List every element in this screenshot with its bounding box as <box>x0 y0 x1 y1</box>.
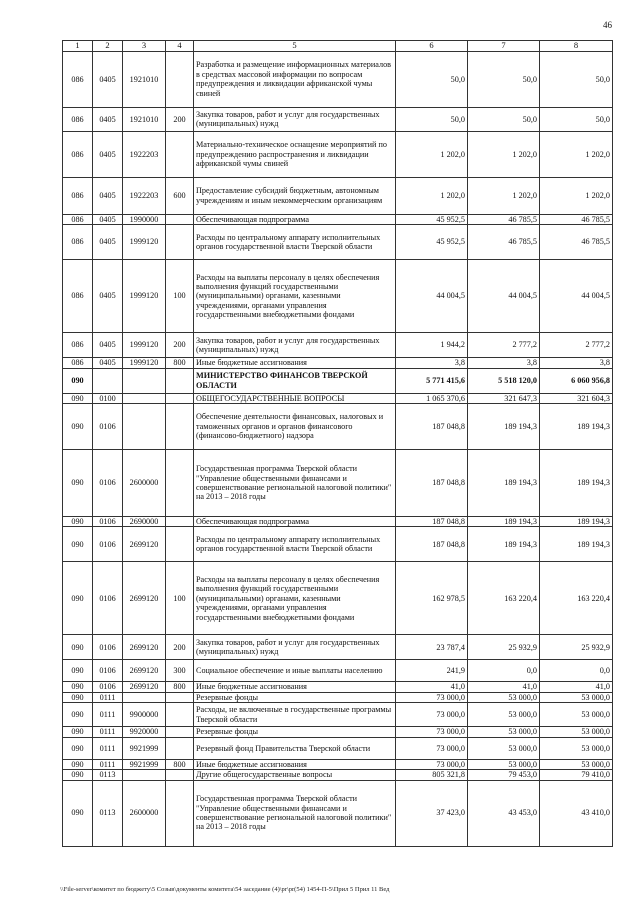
amount-cell: 43 453,0 <box>468 780 540 846</box>
amount-cell: 73 000,0 <box>396 703 468 727</box>
amount-cell: 805 321,8 <box>396 770 468 780</box>
target-article-cell: 1921010 <box>123 51 166 107</box>
expense-type-cell: 200 <box>166 635 194 660</box>
expense-type-cell <box>166 404 194 450</box>
amount-cell: 189 194,3 <box>468 517 540 527</box>
code-cell: 090 <box>63 692 93 702</box>
section-cell: 0113 <box>93 770 123 780</box>
code-cell: 090 <box>63 770 93 780</box>
page-number: 46 <box>603 20 612 30</box>
section-cell: 0405 <box>93 358 123 368</box>
amount-cell: 45 952,5 <box>396 214 468 224</box>
target-article-cell <box>123 692 166 702</box>
code-cell: 090 <box>63 450 93 517</box>
amount-cell: 37 423,0 <box>396 780 468 846</box>
amount-cell: 23 787,4 <box>396 635 468 660</box>
amount-cell: 46 785,5 <box>540 214 613 224</box>
table-row <box>63 527 613 562</box>
header-cell: 4 <box>166 41 194 52</box>
expense-type-cell: 200 <box>166 107 194 131</box>
amount-cell: 50,0 <box>468 107 540 131</box>
section-cell: 0405 <box>93 214 123 224</box>
amount-cell: 73 000,0 <box>396 759 468 769</box>
table-row <box>63 131 613 177</box>
code-cell: 090 <box>63 660 93 682</box>
amount-cell: 79 453,0 <box>468 770 540 780</box>
name-cell: Расходы на выплаты персоналу в целях обеспечения выполнения функций государственными (муниципальными) органами, казенными учреждениями, органами управления государственными внебюджетными фондами <box>194 562 396 635</box>
target-article-cell: 2699120 <box>123 562 166 635</box>
amount-cell: 44 004,5 <box>396 260 468 333</box>
amount-cell: 189 194,3 <box>540 404 613 450</box>
amount-cell: 46 785,5 <box>540 225 613 260</box>
name-cell: ОБЩЕГОСУДАРСТВЕННЫЕ ВОПРОСЫ <box>194 393 396 403</box>
expense-type-cell: 600 <box>166 177 194 214</box>
section-cell: 0111 <box>93 737 123 759</box>
amount-cell: 321 604,3 <box>540 393 613 403</box>
amount-cell: 41,0 <box>396 682 468 692</box>
code-cell: 090 <box>63 635 93 660</box>
amount-cell: 73 000,0 <box>396 692 468 702</box>
amount-cell: 53 000,0 <box>540 703 613 727</box>
code-cell: 090 <box>63 780 93 846</box>
code-cell: 090 <box>63 737 93 759</box>
section-cell: 0405 <box>93 107 123 131</box>
name-cell: Закупка товаров, работ и услуг для государственных (муниципальных) нужд <box>194 107 396 131</box>
table-row <box>63 770 613 780</box>
section-cell: 0106 <box>93 562 123 635</box>
table-row <box>63 368 613 393</box>
name-cell: Другие общегосударственные вопросы <box>194 770 396 780</box>
amount-cell: 53 000,0 <box>468 692 540 702</box>
amount-cell: 187 048,8 <box>396 517 468 527</box>
name-cell: Иные бюджетные ассигнования <box>194 682 396 692</box>
header-cell: 5 <box>194 41 396 52</box>
code-cell: 090 <box>63 682 93 692</box>
code-cell: 086 <box>63 225 93 260</box>
table-row <box>63 780 613 846</box>
target-article-cell: 2699120 <box>123 527 166 562</box>
amount-cell: 189 194,3 <box>468 404 540 450</box>
section-cell: 0106 <box>93 527 123 562</box>
expense-type-cell: 300 <box>166 660 194 682</box>
amount-cell: 1 202,0 <box>396 177 468 214</box>
amount-cell: 53 000,0 <box>540 737 613 759</box>
header-cell: 7 <box>468 41 540 52</box>
amount-cell: 2 777,2 <box>540 333 613 358</box>
amount-cell: 1 202,0 <box>540 131 613 177</box>
table-row <box>63 177 613 214</box>
name-cell: Резервные фонды <box>194 727 396 737</box>
expense-type-cell <box>166 368 194 393</box>
code-cell: 090 <box>63 527 93 562</box>
table-row <box>63 107 613 131</box>
section-cell: 0111 <box>93 703 123 727</box>
amount-cell: 44 004,5 <box>468 260 540 333</box>
section-cell: 0106 <box>93 404 123 450</box>
code-cell: 086 <box>63 260 93 333</box>
table-body <box>63 41 613 847</box>
target-article-cell: 1999120 <box>123 260 166 333</box>
expense-type-cell <box>166 727 194 737</box>
code-cell: 086 <box>63 131 93 177</box>
code-cell: 090 <box>63 727 93 737</box>
table-row <box>63 660 613 682</box>
name-cell: Обеспечивающая подпрограмма <box>194 214 396 224</box>
target-article-cell: 9921999 <box>123 737 166 759</box>
section-cell: 0106 <box>93 450 123 517</box>
table-row <box>63 51 613 107</box>
header-cell: 1 <box>63 41 93 52</box>
table-row <box>63 225 613 260</box>
amount-cell: 53 000,0 <box>468 737 540 759</box>
section-cell: 0405 <box>93 51 123 107</box>
amount-cell: 41,0 <box>540 682 613 692</box>
name-cell: Социальное обеспечение и иные выплаты населению <box>194 660 396 682</box>
name-cell: Резервный фонд Правительства Тверской области <box>194 737 396 759</box>
table-row <box>63 562 613 635</box>
expense-type-cell <box>166 780 194 846</box>
amount-cell: 6 060 956,8 <box>540 368 613 393</box>
code-cell: 090 <box>63 404 93 450</box>
code-cell: 086 <box>63 177 93 214</box>
code-cell: 090 <box>63 562 93 635</box>
amount-cell: 163 220,4 <box>468 562 540 635</box>
target-article-cell: 2699120 <box>123 635 166 660</box>
expense-type-cell <box>166 770 194 780</box>
amount-cell: 79 410,0 <box>540 770 613 780</box>
section-cell: 0111 <box>93 692 123 702</box>
amount-cell: 1 202,0 <box>540 177 613 214</box>
section-cell: 0106 <box>93 517 123 527</box>
section-cell: 0405 <box>93 333 123 358</box>
amount-cell: 3,8 <box>396 358 468 368</box>
section-cell: 0106 <box>93 682 123 692</box>
amount-cell: 1 944,2 <box>396 333 468 358</box>
target-article-cell: 2690000 <box>123 517 166 527</box>
name-cell: Государственная программа Тверской области "Управление общественными финансами и совершенствование региональной налоговой политики" на 2013 – 2018 годы <box>194 780 396 846</box>
target-article-cell: 1921010 <box>123 107 166 131</box>
section-cell: 0405 <box>93 177 123 214</box>
amount-cell: 3,8 <box>468 358 540 368</box>
amount-cell: 0,0 <box>468 660 540 682</box>
name-cell: Разработка и размещение информационных материалов в средствах массовой информации по вопросам предупреждения и ликвидации африканской чумы свиней <box>194 51 396 107</box>
table-row <box>63 214 613 224</box>
amount-cell: 53 000,0 <box>468 759 540 769</box>
expense-type-cell: 800 <box>166 759 194 769</box>
name-cell: Предоставление субсидий бюджетным, автономным учреждениям и иным некоммерческим организациям <box>194 177 396 214</box>
expense-type-cell <box>166 225 194 260</box>
target-article-cell: 1999120 <box>123 225 166 260</box>
target-article-cell: 9920000 <box>123 727 166 737</box>
name-cell: Расходы по центральному аппарату исполнительных органов государственной власти Тверской области <box>194 527 396 562</box>
target-article-cell <box>123 393 166 403</box>
expense-type-cell <box>166 737 194 759</box>
code-cell: 086 <box>63 333 93 358</box>
table-row <box>63 358 613 368</box>
amount-cell: 5 771 415,6 <box>396 368 468 393</box>
header-row <box>63 41 613 52</box>
target-article-cell: 1999120 <box>123 358 166 368</box>
table-row <box>63 260 613 333</box>
code-cell: 090 <box>63 703 93 727</box>
table-row <box>63 450 613 517</box>
table-row <box>63 692 613 702</box>
amount-cell: 1 202,0 <box>468 177 540 214</box>
table-row <box>63 727 613 737</box>
target-article-cell: 9900000 <box>123 703 166 727</box>
code-cell: 090 <box>63 368 93 393</box>
amount-cell: 53 000,0 <box>540 759 613 769</box>
amount-cell: 189 194,3 <box>540 450 613 517</box>
name-cell: МИНИСТЕРСТВО ФИНАНСОВ ТВЕРСКОЙ ОБЛАСТИ <box>194 368 396 393</box>
target-article-cell: 2600000 <box>123 450 166 517</box>
expense-type-cell <box>166 393 194 403</box>
amount-cell: 73 000,0 <box>396 727 468 737</box>
amount-cell: 1 202,0 <box>396 131 468 177</box>
table-row <box>63 393 613 403</box>
amount-cell: 46 785,5 <box>468 225 540 260</box>
amount-cell: 187 048,8 <box>396 527 468 562</box>
amount-cell: 53 000,0 <box>468 703 540 727</box>
table-row <box>63 635 613 660</box>
amount-cell: 46 785,5 <box>468 214 540 224</box>
name-cell: Закупка товаров, работ и услуг для государственных (муниципальных) нужд <box>194 635 396 660</box>
target-article-cell: 1999120 <box>123 333 166 358</box>
expense-type-cell <box>166 692 194 702</box>
amount-cell: 73 000,0 <box>396 737 468 759</box>
expense-type-cell <box>166 214 194 224</box>
amount-cell: 189 194,3 <box>540 517 613 527</box>
target-article-cell: 2699120 <box>123 682 166 692</box>
table-row <box>63 759 613 769</box>
expense-type-cell <box>166 527 194 562</box>
amount-cell: 187 048,8 <box>396 450 468 517</box>
expense-type-cell <box>166 703 194 727</box>
section-cell: 0405 <box>93 131 123 177</box>
amount-cell: 189 194,3 <box>468 527 540 562</box>
section-cell: 0106 <box>93 660 123 682</box>
expense-type-cell: 800 <box>166 358 194 368</box>
expense-type-cell: 200 <box>166 333 194 358</box>
section-cell: 0113 <box>93 780 123 846</box>
amount-cell: 50,0 <box>540 107 613 131</box>
expense-type-cell <box>166 51 194 107</box>
amount-cell: 163 220,4 <box>540 562 613 635</box>
section-cell <box>93 368 123 393</box>
table-row <box>63 737 613 759</box>
code-cell: 090 <box>63 393 93 403</box>
table-row <box>63 333 613 358</box>
amount-cell: 53 000,0 <box>540 727 613 737</box>
target-article-cell <box>123 368 166 393</box>
amount-cell: 53 000,0 <box>540 692 613 702</box>
amount-cell: 321 647,3 <box>468 393 540 403</box>
table-row <box>63 682 613 692</box>
amount-cell: 1 202,0 <box>468 131 540 177</box>
code-cell: 086 <box>63 107 93 131</box>
target-article-cell <box>123 404 166 450</box>
amount-cell: 241,9 <box>396 660 468 682</box>
amount-cell: 25 932,9 <box>540 635 613 660</box>
amount-cell: 0,0 <box>540 660 613 682</box>
code-cell: 090 <box>63 517 93 527</box>
target-article-cell: 1922203 <box>123 131 166 177</box>
header-cell: 8 <box>540 41 613 52</box>
name-cell: Резервные фонды <box>194 692 396 702</box>
budget-table <box>62 40 613 847</box>
amount-cell: 50,0 <box>396 107 468 131</box>
amount-cell: 189 194,3 <box>540 527 613 562</box>
name-cell: Материально-техническое оснащение мероприятий по предупреждению распространения и ликвидации африканской чумы свиней <box>194 131 396 177</box>
amount-cell: 50,0 <box>396 51 468 107</box>
expense-type-cell <box>166 450 194 517</box>
section-cell: 0111 <box>93 727 123 737</box>
table-row <box>63 517 613 527</box>
name-cell: Закупка товаров, работ и услуг для государственных (муниципальных) нужд <box>194 333 396 358</box>
table-row <box>63 404 613 450</box>
target-article-cell: 9921999 <box>123 759 166 769</box>
expense-type-cell <box>166 131 194 177</box>
amount-cell: 162 978,5 <box>396 562 468 635</box>
amount-cell: 44 004,5 <box>540 260 613 333</box>
amount-cell: 25 932,9 <box>468 635 540 660</box>
header-cell: 6 <box>396 41 468 52</box>
amount-cell: 43 410,0 <box>540 780 613 846</box>
target-article-cell: 1922203 <box>123 177 166 214</box>
amount-cell: 53 000,0 <box>468 727 540 737</box>
code-cell: 086 <box>63 358 93 368</box>
amount-cell: 2 777,2 <box>468 333 540 358</box>
amount-cell: 50,0 <box>468 51 540 107</box>
name-cell: Иные бюджетные ассигнования <box>194 759 396 769</box>
amount-cell: 41,0 <box>468 682 540 692</box>
name-cell: Расходы, не включенные в государственные программы Тверской области <box>194 703 396 727</box>
expense-type-cell: 100 <box>166 260 194 333</box>
name-cell: Государственная программа Тверской области "Управление общественными финансами и совершенствование региональной налоговой политики" на 2013 – 2018 годы <box>194 450 396 517</box>
expense-type-cell <box>166 517 194 527</box>
file-path-footer: \\File-server\комитет по бюджету\5 Созыв\документы комитета\54 заседание (4)\pr\pr(54) 1454-П-5\Прил 5 Прил 11 Вед <box>60 886 390 893</box>
name-cell: Обеспечивающая подпрограмма <box>194 517 396 527</box>
section-cell: 0111 <box>93 759 123 769</box>
target-article-cell: 1990000 <box>123 214 166 224</box>
name-cell: Расходы на выплаты персоналу в целях обеспечения выполнения функций государственными (муниципальными) органами, казенными учреждениями, органами управления государственными внебюджетными фондами <box>194 260 396 333</box>
section-cell: 0405 <box>93 260 123 333</box>
code-cell: 086 <box>63 51 93 107</box>
table-row <box>63 703 613 727</box>
header-cell: 3 <box>123 41 166 52</box>
name-cell: Расходы по центральному аппарату исполнительных органов государственной власти Тверской области <box>194 225 396 260</box>
section-cell: 0100 <box>93 393 123 403</box>
amount-cell: 45 952,5 <box>396 225 468 260</box>
amount-cell: 3,8 <box>540 358 613 368</box>
name-cell: Иные бюджетные ассигнования <box>194 358 396 368</box>
amount-cell: 5 518 120,0 <box>468 368 540 393</box>
amount-cell: 50,0 <box>540 51 613 107</box>
section-cell: 0405 <box>93 225 123 260</box>
code-cell: 090 <box>63 759 93 769</box>
name-cell: Обеспечение деятельности финансовых, налоговых и таможенных органов и органов финансового (финансово-бюджетного) надзора <box>194 404 396 450</box>
amount-cell: 187 048,8 <box>396 404 468 450</box>
code-cell: 086 <box>63 214 93 224</box>
amount-cell: 189 194,3 <box>468 450 540 517</box>
expense-type-cell: 800 <box>166 682 194 692</box>
target-article-cell: 2699120 <box>123 660 166 682</box>
header-cell: 2 <box>93 41 123 52</box>
section-cell: 0106 <box>93 635 123 660</box>
expense-type-cell: 100 <box>166 562 194 635</box>
amount-cell: 1 065 370,6 <box>396 393 468 403</box>
target-article-cell: 2600000 <box>123 780 166 846</box>
target-article-cell <box>123 770 166 780</box>
